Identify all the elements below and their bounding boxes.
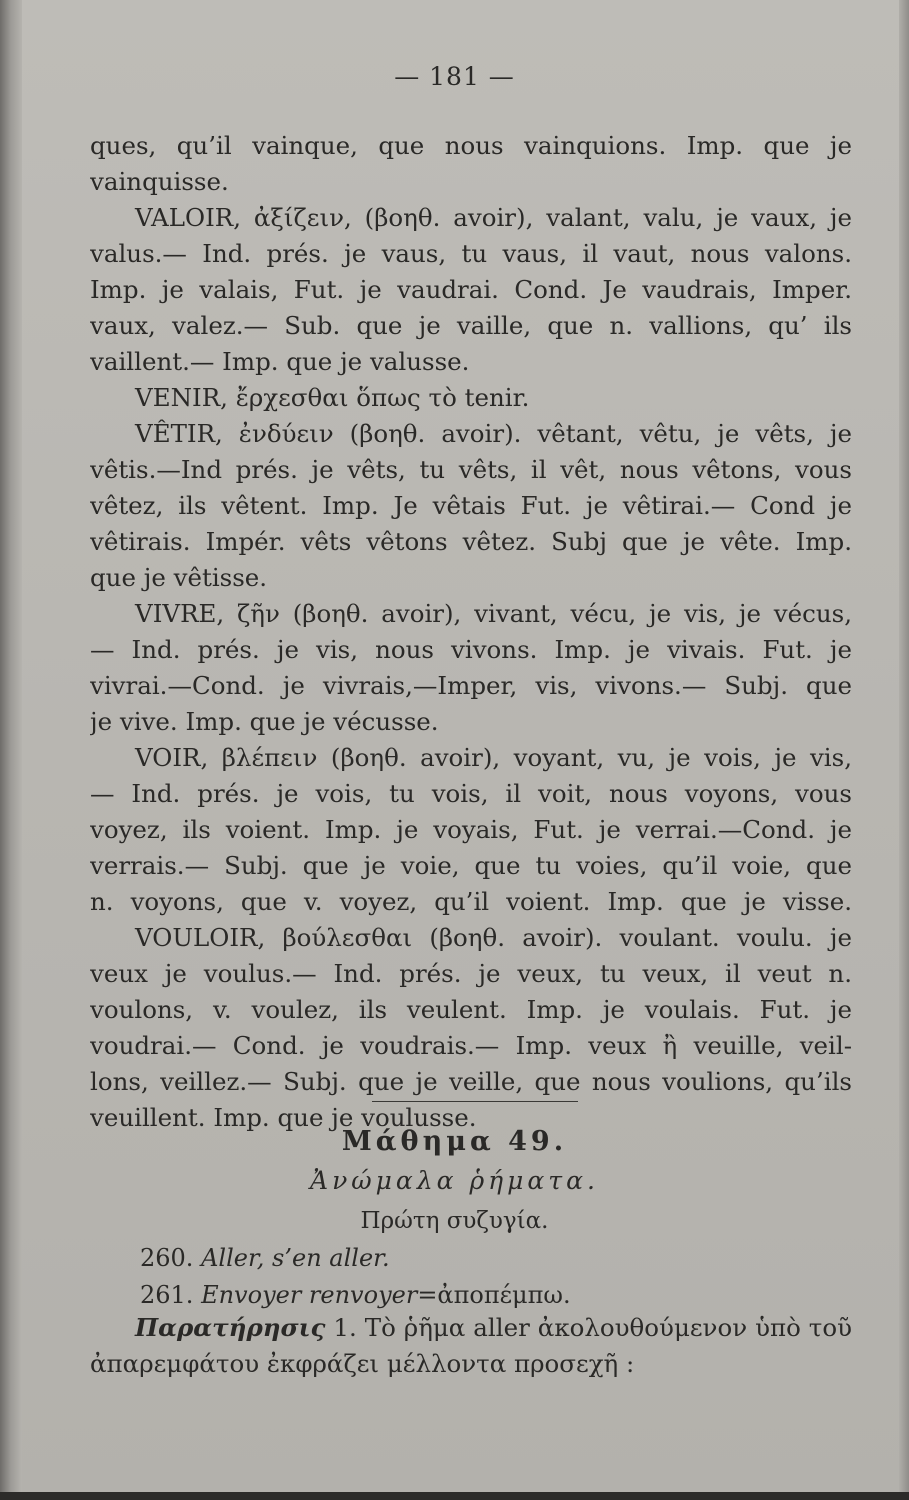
text-line: vaillent.— Imp. que je valusse. [90,347,470,376]
text-line: voulons, v. voulez, ils veulent. Imp. je voulais. Fut. je [90,995,852,1024]
text-line: VENIR, ἔρχεσθαι ὅπως τὸ tenir. [135,383,530,412]
section-divider [372,1101,578,1102]
text-line: ques, qu’il vainque, que nous vainquions. Imp. que je [90,131,852,160]
text-line: VALOIR, ἀξίζειν, (βοηθ. avoir), valant, valu, je vaux, je [135,203,852,232]
text-line: veux je voulus.— Ind. prés. je veux, tu veux, il veut n. [90,959,852,988]
text-line: voyez, ils voient. Imp. je voyais, Fut. je verrai.—Cond. je [90,815,852,844]
page-number: — 181 — [394,62,515,91]
text-line: voudrai.— Cond. je voudrais.— Imp. veux ἢ veuille, veil- [90,1031,852,1060]
numbered-item-260 [140,1240,390,1276]
item-text: Envoyer renvoyer [201,1281,418,1309]
text-line: — Ind. prés. je vis, nous vivons. Imp. je vivais. Fut. je [90,635,852,664]
text-line: VIVRE, ζῆν (βοηθ. avoir), vivant, vécu, je vis, je vécus, [135,599,852,628]
lesson-subtitle: Ἀνώμαλα ῥήματα. [310,1166,599,1195]
text-line: lons, veillez.— Subj. que je veille, que nous voulions, qu’ils [90,1067,852,1096]
text-line: vivrai.—Cond. je vivrais,—Imper, vis, vivons.— Subj. que [90,671,852,700]
lesson-title: Μάθημα 49. [341,1126,568,1157]
text-line: veuillent. Imp. que je voulusse. [90,1103,477,1132]
remark-label: Παρατήρησις [135,1313,326,1342]
text-line: que je vêtisse. [90,563,268,592]
item-text: Aller, s’en aller. [201,1244,390,1272]
subsection-heading: Πρώτη συζυγία. [360,1208,549,1234]
text-line: ἀπαρεμφάτου ἐκφράζει μέλλοντα προσεχῆ : [90,1349,635,1378]
item-number: 261. [140,1281,194,1309]
text-line: vainquisse. [90,167,229,196]
page-bottom-edge [0,1492,909,1500]
text-line: VÊTIR, ἐνδύειν (βοηθ. avoir). vêtant, vêtu, je vêts, je [135,419,852,448]
text-line: Imp. je valais, Fut. je vaudrai. Cond. Je vaudrais, Imper. [90,275,852,304]
page-left-edge [0,0,22,1500]
text-line: VOIR, βλέπειν (βοηθ. avoir), voyant, vu, je vois, je vis, [135,743,852,772]
text-line: vêtis.—Ind prés. je vêts, tu vêts, il vêt, nous vêtons, vous [90,455,852,484]
text-line: verrais.— Subj. que je voie, que tu voies, qu’il voie, que [90,851,852,880]
text-line: vaux, valez.— Sub. que je vaille, que n. vallions, qu’ ils [90,311,852,340]
verb-conjugation-paragraph [90,128,852,1136]
remark-text: 1. Τὸ ῥῆμα aller ἀκολουθούμενον ὑπὸ τοῦ [333,1313,852,1342]
item-number: 260. [140,1244,194,1272]
text-line: — Ind. prés. je vois, tu vois, il voit, nous voyons, vous [90,779,852,808]
text-line [90,1310,852,1346]
page-right-edge [899,0,909,1500]
item-gloss: =ἀποπέμπω. [417,1281,571,1309]
text-line: vêtirais. Impér. vêts vêtons vêtez. Subj que je vête. Imp. [90,527,852,556]
text-line: je vive. Imp. que je vécusse. [90,707,439,736]
text-line: vêtez, ils vêtent. Imp. Je vêtais Fut. je vêtirai.— Cond je [90,491,852,520]
text-line: n. voyons, que v. voyez, qu’il voient. Imp. que je visse. [90,887,852,916]
text-line: valus.— Ind. prés. je vaus, tu vaus, il vaut, nous valons. [90,239,852,268]
remark-paragraph [90,1310,852,1382]
text-line: VOULOIR, βούλεσθαι (βοηθ. avoir). voulant. voulu. je [135,923,852,952]
numbered-item-261 [140,1277,571,1313]
